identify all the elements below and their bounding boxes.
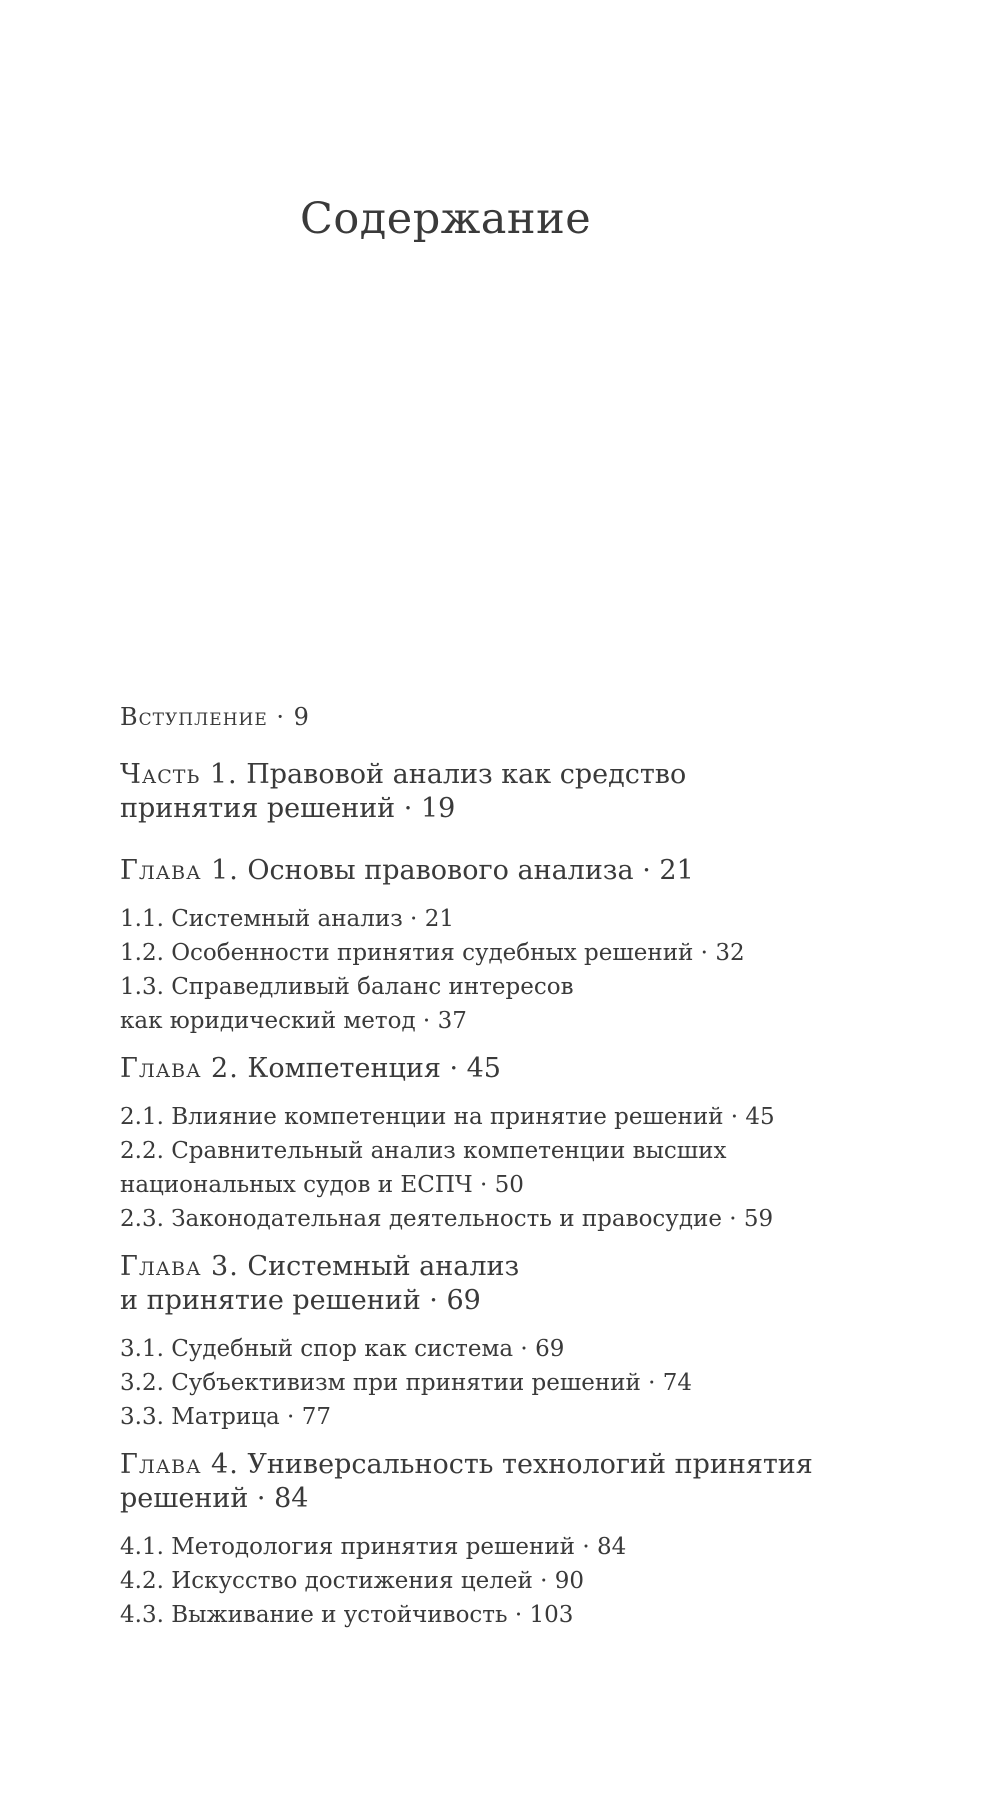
section-3-1-page: 69	[535, 1336, 565, 1362]
chapter-3-title-line1: Системный анализ	[247, 1251, 520, 1282]
chapter-3-page: 69	[446, 1285, 481, 1316]
toc-section-4-2[interactable]: 4.2. Искусство достижения целей · 90	[120, 1568, 585, 1594]
toc-section-3-1[interactable]: 3.1. Судебный спор как система · 69	[120, 1336, 565, 1362]
chapter-1-title: Основы правового анализа	[247, 855, 634, 886]
chapter-4-page: 84	[274, 1483, 309, 1514]
toc-intro-page: 9	[293, 703, 310, 731]
toc-chapter-2[interactable]: Глава 2. Компетенция · 45	[120, 1053, 501, 1084]
toc-section-3-2[interactable]: 3.2. Субъективизм при принятии решений · 74	[120, 1370, 693, 1396]
toc-section-1-3[interactable]: 1.3. Справедливый баланс интересов как юридический метод · 37	[120, 970, 970, 1038]
section-1-1-page: 21	[424, 906, 454, 932]
section-2-2-title-line1: 2.2. Сравнительный анализ компетенции высших	[120, 1138, 727, 1164]
chapter-2-page: 45	[466, 1053, 501, 1084]
section-2-3-page: 59	[743, 1206, 774, 1232]
toc-chapter-4[interactable]: Глава 4. Универсальность технологий принятия решений · 84	[120, 1449, 813, 1514]
section-3-2-title: 3.2. Субъективизм при принятии решений	[120, 1370, 641, 1396]
chapter-3-lead: Глава 3.	[120, 1251, 239, 1282]
section-4-1-title: 4.1. Методология принятия решений	[120, 1534, 576, 1560]
toc-chapter-1[interactable]: Глава 1. Основы правового анализа · 21	[120, 855, 694, 886]
chapter-3-title-line2: и принятие решений	[120, 1285, 421, 1316]
toc-section-2-2[interactable]: 2.2. Сравнительный анализ компетенции высших национальных судов и ЕСПЧ · 50	[120, 1134, 970, 1202]
section-3-1-title: 3.1. Судебный спор как система	[120, 1336, 514, 1362]
toc-section-3-3[interactable]: 3.3. Матрица · 77	[120, 1404, 331, 1430]
section-4-2-page: 90	[554, 1568, 585, 1594]
section-4-3-title: 4.3. Выживание и устойчивость	[120, 1602, 508, 1628]
part-1-title-line2: принятия решений	[120, 793, 396, 824]
chapter-4-lead: Глава 4.	[120, 1449, 239, 1480]
toc-section-1-1[interactable]: 1.1. Системный анализ · 21	[120, 906, 454, 932]
section-3-2-page: 74	[662, 1370, 693, 1396]
section-2-1-page: 45	[745, 1104, 775, 1130]
part-1-title-line1: Правовой анализ как средство	[246, 759, 687, 790]
section-1-3-page: 37	[437, 1008, 467, 1034]
table-of-contents	[120, 700, 970, 1632]
chapter-4-title-line1: Универсальность технологий принятия	[247, 1449, 813, 1480]
chapter-2-lead: Глава 2.	[120, 1053, 239, 1084]
section-4-1-page: 84	[596, 1534, 627, 1560]
section-1-3-title-line2: как юридический метод	[120, 1008, 416, 1034]
section-2-2-title-line2: национальных судов и ЕСПЧ	[120, 1172, 473, 1198]
part-1-lead: Часть 1.	[120, 759, 238, 790]
part-1-page: 19	[420, 793, 456, 824]
toc-chapter-3[interactable]: Глава 3. Системный анализ и принятие решений · 69	[120, 1251, 520, 1316]
chapter-2-title: Компетенция	[247, 1053, 441, 1084]
toc-section-2-3[interactable]: 2.3. Законодательная деятельность и правосудие · 59	[120, 1206, 774, 1232]
chapter-4-title-line2: решений	[120, 1483, 249, 1514]
section-4-2-title: 4.2. Искусство достижения целей	[120, 1568, 533, 1594]
toc-section-4-1[interactable]: 4.1. Методология принятия решений · 84	[120, 1534, 627, 1560]
section-3-3-page: 77	[301, 1404, 331, 1430]
toc-intro[interactable]: Вступление · 9	[120, 703, 310, 731]
toc-section-1-2[interactable]: 1.2. Особенности принятия судебных решений · 32	[120, 940, 745, 966]
section-1-2-page: 32	[715, 940, 745, 966]
section-1-2-title: 1.2. Особенности принятия судебных решений	[120, 940, 694, 966]
section-3-3-title: 3.3. Матрица	[120, 1404, 280, 1430]
section-1-1-title: 1.1. Системный анализ	[120, 906, 403, 932]
toc-section-2-1[interactable]: 2.1. Влияние компетенции на принятие решений · 45	[120, 1104, 775, 1130]
chapter-1-page: 21	[659, 855, 694, 886]
section-2-1-title: 2.1. Влияние компетенции на принятие решений	[120, 1104, 724, 1130]
chapter-1-lead: Глава 1.	[120, 855, 239, 886]
toc-section-4-3[interactable]: 4.3. Выживание и устойчивость · 103	[120, 1602, 574, 1628]
toc-part-1[interactable]: Часть 1. Правовой анализ как средство принятия решений · 19	[120, 759, 687, 824]
section-4-3-page: 103	[529, 1602, 574, 1628]
section-2-3-title: 2.3. Законодательная деятельность и правосудие	[120, 1206, 722, 1232]
section-1-3-title-line1: 1.3. Справедливый баланс интересов	[120, 974, 574, 1000]
section-2-2-page: 50	[494, 1172, 524, 1198]
toc-intro-label: Вступление	[120, 703, 268, 731]
page-title: Содержание	[300, 194, 592, 244]
